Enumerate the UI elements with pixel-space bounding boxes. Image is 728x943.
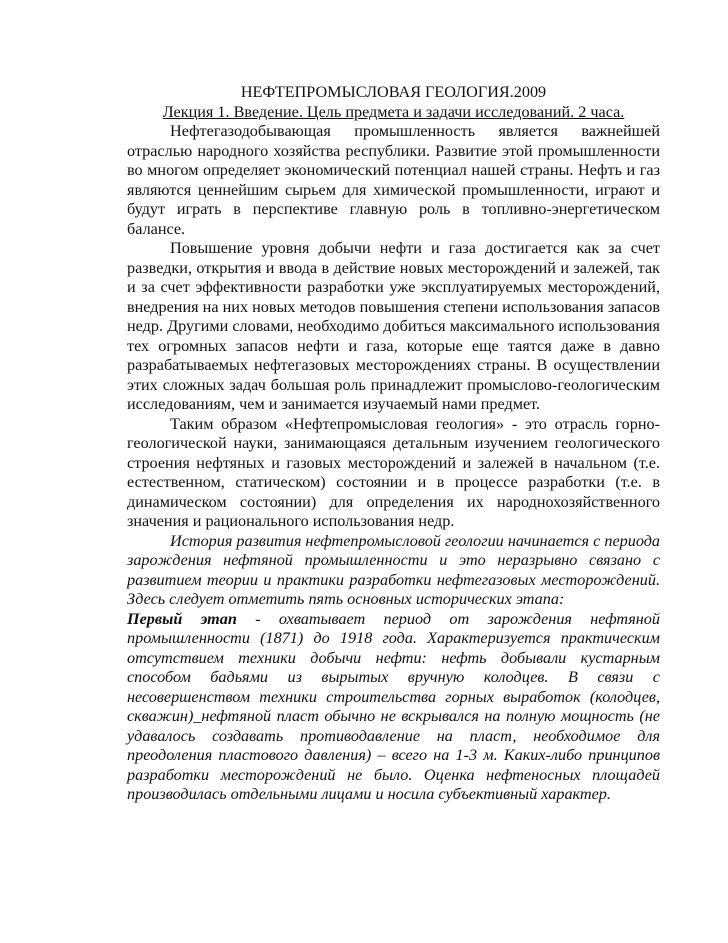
paragraph-production: Повышение уровня добычи нефти и газа достигается как за счет разведки, открытия и ввода в действие новых месторождений и залежей, так и за счет эффективности разработки уже эксплуатируемых месторождений, внедрения на них новых методов повышения степени использования запасов недр. Другими словами, необходимо добиться максимального использования тех огромных запасов нефти и газа, которые еще таятся даже в давно разрабатываемых нефтегазовых месторождениях страны. В осуществлении этих сложных задач большая роль принадлежит промыслово-геологическим исследованиям, чем и занимается изучаемый нами предмет. — [127, 239, 660, 413]
document-page — [127, 83, 660, 805]
first-stage-label: Первый этап — [127, 609, 237, 628]
paragraph-intro: Нефтегазодобывающая промышленность является важнейшей отраслью народного хозяйства республики. Развитие этой промышленности во многом определяет экономический потенциал нашей страны. Нефть и газ являются ценнейшим сырьем для химической промышленности, играют и будут играть в перспективе главную роль в топливно-энергетическом балансе. — [127, 122, 660, 238]
paragraph-history: История развития нефтепромысловой геологии начинается с периода зарождения нефтяной промышленности и это неразрывно связано с развитием теории и практики разработки нефтегазовых месторождений. Здесь следует отметить пять основных исторических этапа: — [127, 531, 660, 608]
document-title: НЕФТЕПРОМЫСЛОВАЯ ГЕОЛОГИЯ.2009 — [240, 83, 547, 101]
lecture-subtitle: Лекция 1. Введение. Цель предмета и задачи исследований. 2 часа. — [162, 102, 625, 121]
first-stage-text: - охватывает период от зарождения нефтяной промышленности (1871) до 1918 года. Характеризуется практическим отсутствием техники добычи нефти: нефть добывали кустарным способом бадьями из вырытых вручную колодцев. В связи с несовершенством техники строительства горных выработок (колодцев, скважин)_нефтяной пласт обычно не вскрывался на полную мощность (не удавалось создавать противодавление на пласт, необходимое для преодоления пластового давления) – всего на 1-3 м. Каких-либо принципов разработки месторождений не было. Оценка нефтеносных площадей производилась отдельными лицами и носила субъективный характер. — [127, 609, 660, 803]
paragraph-definition: Таким образом «Нефтепромысловая геология» - это отрасль горно-геологической науки, занимающаяся детальным изучением геологического строения нефтяных и газовых месторождений и залежей в начальном (т.е. естественном, статическом) состоянии и в процессе разработки (т.е. в динамическом состоянии) для определения их народнохозяйственного значения и рационального использования недр. — [127, 414, 660, 530]
paragraph-first-stage — [127, 610, 660, 805]
